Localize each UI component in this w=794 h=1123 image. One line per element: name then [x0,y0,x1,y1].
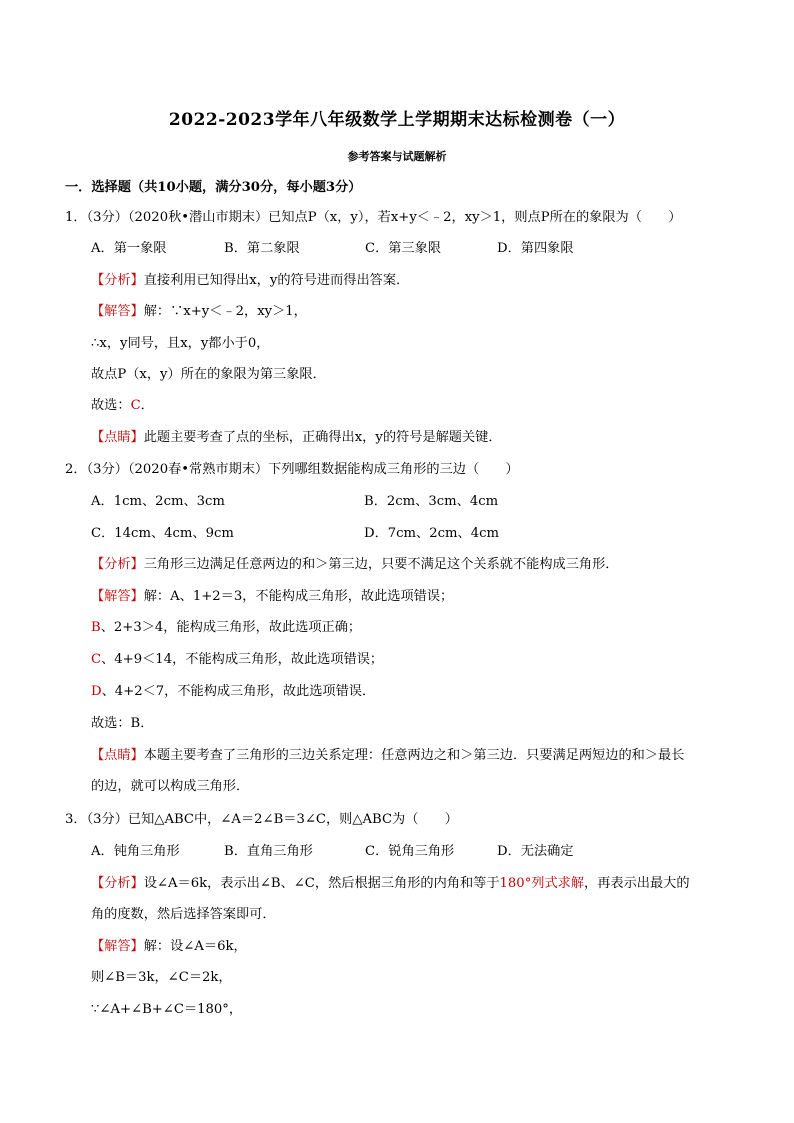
q2-option-d: D．7cm、2cm、4cm [364,526,499,541]
analysis-text: 三角形三边满足任意两边的和＞第三边，只要不满足这个关系就不能构成三角形． [143,557,619,572]
q2-solution-c: C、4+9＜14，不能构成三角形，故此选项错误； [91,652,384,667]
analysis-tag: 【分析】 [91,273,144,288]
document-subtitle: 参考答案与试题解析 [347,150,447,163]
q1-option-a: A．第一象限 [91,241,167,256]
q2-option-c: C．14cm、4cm、9cm [91,526,234,541]
q2-comment-line-2: 的边，就可以构成三角形． [91,779,250,794]
analysis-tag: 【分析】 [91,557,144,572]
q2-solution-d: D、4+2＜7，不能构成三角形，故此选项错误． [91,684,376,699]
document-title: 2022-2023学年八年级数学上学期期末达标检测卷（一） [168,110,626,130]
q1-answer [91,304,307,320]
analysis-highlight: 180°列式求解 [499,876,585,891]
q3-option-c: C．锐角三角形 [365,844,455,859]
q1-analysis [91,273,409,289]
comment-text: 此题主要考查了点的坐标，正确得出x，y的符号是解题关键． [143,430,502,445]
q3-solution-line-3: ∵∠A+∠B+∠C＝180°， [91,1002,243,1017]
analysis-text: 直接利用已知得出x，y的符号进而得出答案． [143,273,410,288]
answer-tag: 【解答】 [91,304,144,319]
q3-option-d: D．无法确定 [497,844,574,859]
comment-text: 本题主要考查了三角形的三边关系定理：任意两边之和＞第三边．只要满足两短边的和＞最长 [143,748,685,763]
q2-stem: 2．（3分）（2020春•常熟市期末）下列哪组数据能构成三角形的三边（ ） [65,462,519,477]
q2-comment [91,748,684,764]
q1-option-c: C．第三象限 [365,241,442,256]
q1-solution-line-3: 故点P（x，y）所在的象限为第三象限． [91,367,326,382]
q3-option-a: A．钝角三角形 [91,844,180,859]
q3-solution-line-2: 则∠B＝3k，∠C＝2k， [91,970,232,985]
q3-option-b: B．直角三角形 [224,844,313,859]
answer-tag: 【解答】 [91,939,144,954]
q1-choice-letter: C [130,398,141,413]
q3-analysis-line-2: 角的度数，然后选择答案即可． [91,907,276,922]
answer-text: 解：设∠A＝6k， [143,939,247,954]
section-heading: 一．选择题（共10小题，满分30分，每小题3分） [65,180,362,195]
q2-choice: 故选：B． [91,716,154,731]
q3-analysis: 【分析】设∠A＝6k，表示出∠B、∠C，然后根据三角形的内角和等于180°列式求解，再表示出最大的 [91,876,690,891]
q2-solution-b: B、2+3＞4，能构成三角形，故此选项正确； [91,620,362,635]
q2-analysis [91,557,619,573]
q2-option-b: B．2cm、3cm、4cm [364,494,499,509]
answer-text: 解：A、1+2＝3，不能构成三角形，故此选项错误； [143,589,454,604]
comment-tag: 【点睛】 [91,748,144,763]
analysis-tag: 【分析】 [91,876,144,891]
q1-choice: 故选：C． [91,398,154,413]
q3-answer [91,939,247,955]
q1-comment [91,430,502,446]
q2-option-a: A．1cm、2cm、3cm [91,494,225,509]
q1-option-b: B．第二象限 [224,241,300,256]
q1-option-d: D．第四象限 [497,241,574,256]
answer-tag: 【解答】 [91,589,144,604]
q2-answer [91,589,453,605]
comment-tag: 【点睛】 [91,430,144,445]
answer-text: 解：∵x+y＜﹣2，xy＞1， [143,304,307,319]
q1-stem: 1．（3分）（2020秋•潜山市期末）已知点P（x，y），若x+y＜﹣2，xy＞1，则点P所在的象限为（ ） [65,210,682,225]
q3-stem: 3．（3分）已知△ABC中，∠A＝2∠B＝3∠C，则△ABC为（ ） [65,812,458,827]
q1-solution-line-2: ∴x，y同号，且x，y都小于0， [91,336,270,351]
